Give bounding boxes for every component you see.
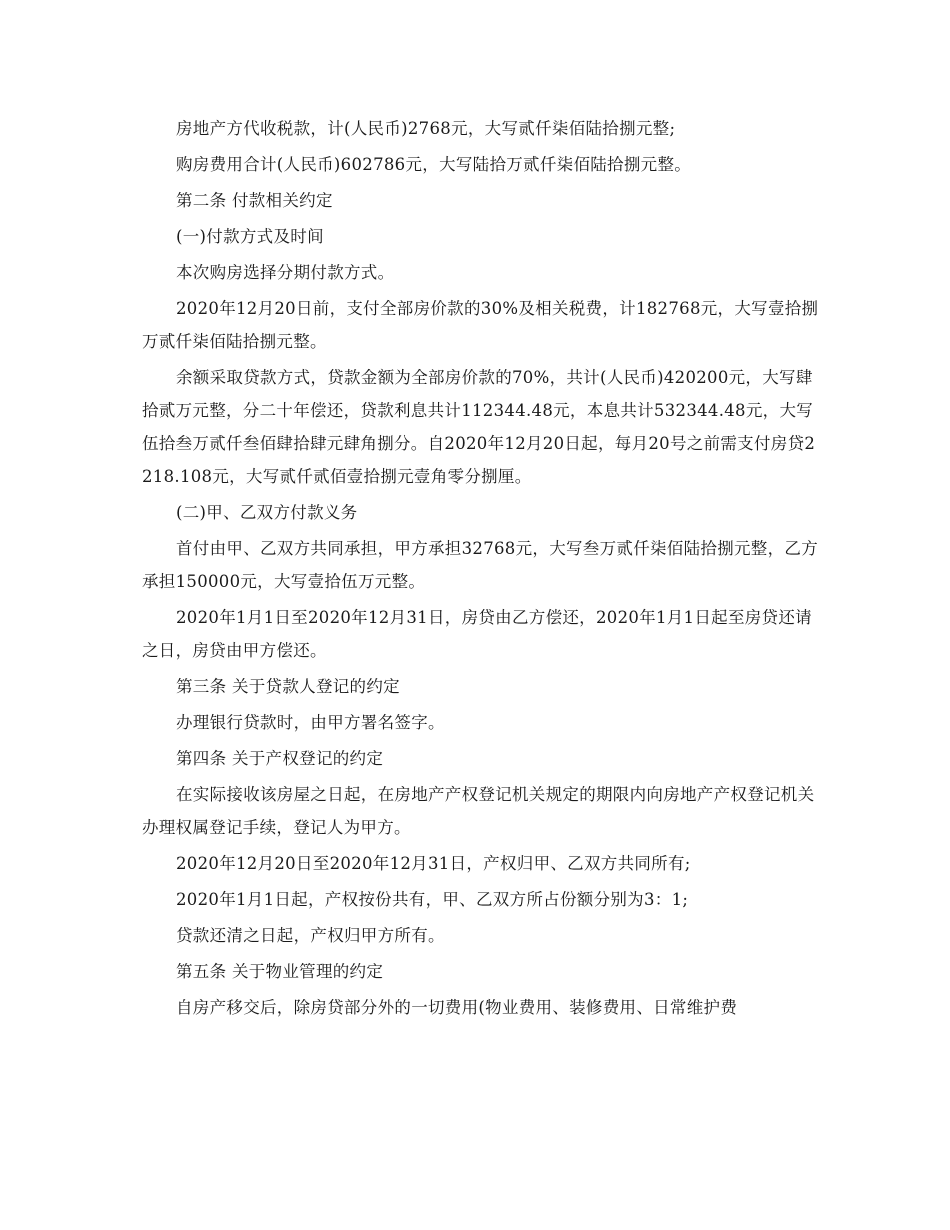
paragraph-title-registration: 在实际接收该房屋之日起，在房地产产权登记机关规定的期限内向房地产产权登记机关办理权属登记手续，登记人为甲方。 — [142, 785, 815, 837]
subheading-payment-obligations: (二)甲、乙双方付款义务 — [176, 503, 358, 522]
heading-article-2: 第二条 付款相关约定 — [176, 191, 333, 210]
subheading-payment-method: (一)付款方式及时间 — [176, 227, 324, 246]
paragraph-down-payment: 2020年12月20日前，支付全部房价款的30%及相关税费，计182768元，大写壹拾捌万贰仟柒佰陆拾捌元整。 — [142, 299, 819, 351]
paragraph-share-ownership: 2020年1月1日起，产权按份共有，甲、乙双方所占份额分别为3：1; — [176, 890, 689, 909]
paragraph-repayment-periods: 2020年1月1日至2020年12月31日，房贷由乙方偿还，2020年1月1日起至房贷还请之日，房贷由甲方偿还。 — [142, 608, 812, 660]
paragraph-installment: 本次购房选择分期付款方式。 — [176, 263, 395, 282]
paragraph-total-cost: 购房费用合计(人民币)602786元，大写陆拾万贰仟柒佰陆拾捌元整。 — [176, 155, 692, 174]
paragraph-loan-terms: 余额采取贷款方式，贷款金额为全部房价款的70%，共计(人民币)420200元，大写肆拾贰万元整，分二十年偿还，贷款利息共计112344.48元，本息共计532344.48元，大写伍拾叁万贰仟叁佰肆拾肆元肆角捌分。自2020年12月20日起，每月20号之前需支付房贷2218.108元，大写贰仟贰佰壹拾捌元壹角零分捌厘。 — [142, 368, 816, 486]
paragraph-full-ownership: 贷款还清之日起，产权归甲方所有。 — [176, 926, 445, 945]
paragraph-tax-collection: 房地产方代收税款，计(人民币)2768元，大写贰仟柒佰陆拾捌元整; — [176, 119, 676, 138]
heading-article-3: 第三条 关于贷款人登记的约定 — [176, 677, 400, 696]
heading-article-4: 第四条 关于产权登记的约定 — [176, 749, 384, 768]
paragraph-property-fees: 自房产移交后，除房贷部分外的一切费用(物业费用、装修费用、日常维护费 — [176, 998, 738, 1017]
paragraph-down-payment-split: 首付由甲、乙双方共同承担，甲方承担32768元，大写叁万贰仟柒佰陆拾捌元整，乙方承担150000元，大写壹拾伍万元整。 — [142, 539, 818, 591]
paragraph-loan-signatory: 办理银行贷款时，由甲方署名签字。 — [176, 713, 445, 732]
paragraph-joint-ownership: 2020年12月20日至2020年12月31日，产权归甲、乙双方共同所有; — [176, 854, 691, 873]
document-body — [142, 112, 822, 1027]
heading-article-5: 第五条 关于物业管理的约定 — [176, 962, 384, 981]
